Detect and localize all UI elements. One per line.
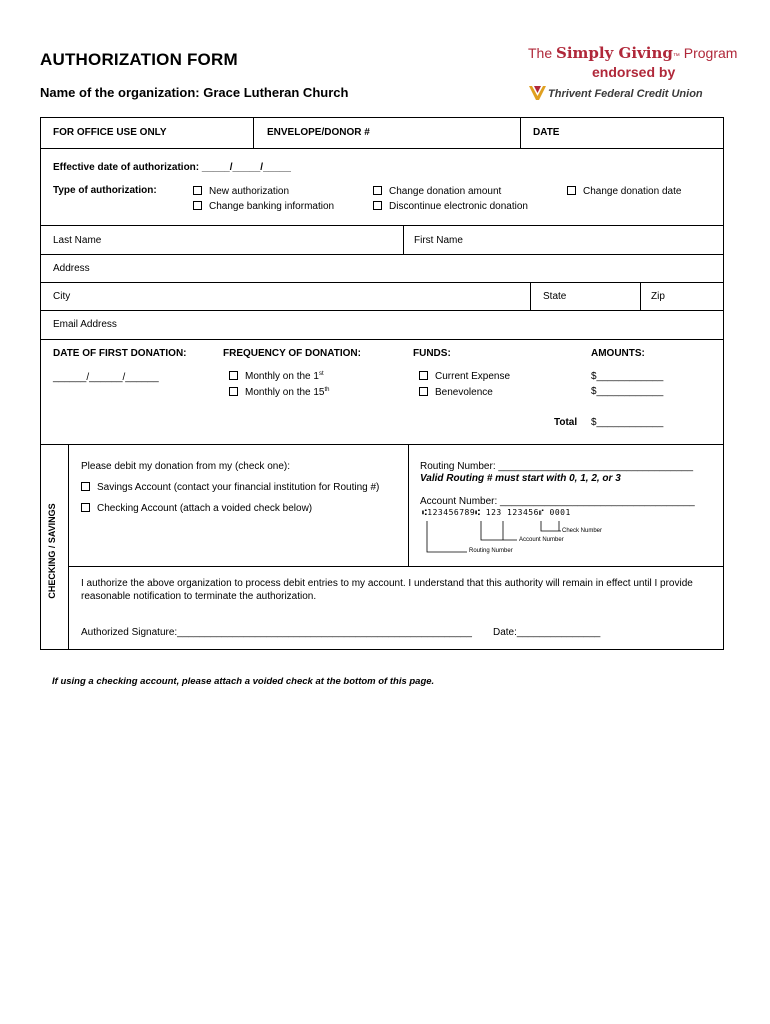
savings-account-option[interactable] (81, 482, 379, 493)
date-office-label: DATE (533, 127, 560, 138)
new-authorization-option[interactable] (193, 186, 289, 197)
checkbox-icon[interactable] (419, 387, 428, 396)
checking-savings-side-label: CHECKING / SAVINGS (47, 503, 57, 599)
option-label: Monthly on the 1 (245, 371, 319, 382)
check-number-caption: Check Number (562, 528, 603, 534)
account-number-caption: Account Number (519, 537, 564, 543)
amount-field-1[interactable]: $____________ (591, 371, 664, 382)
logo-line-2: endorsed by (592, 64, 676, 80)
checkbox-icon[interactable] (193, 201, 202, 210)
amounts-header: AMOUNTS: (591, 348, 645, 359)
option-label: New authorization (209, 186, 290, 197)
organization-name: Name of the organization: Grace Lutheran Church (40, 85, 349, 100)
option-label: Change donation amount (389, 186, 502, 197)
change-banking-option[interactable] (193, 201, 334, 212)
check-diagram (421, 518, 611, 554)
option-label: Monthly on the 15 (245, 387, 325, 398)
option-label: Change donation date (583, 186, 682, 197)
checkbox-icon[interactable] (373, 186, 382, 195)
frequency-header: FREQUENCY OF DONATION: (223, 348, 361, 359)
account-number-field[interactable]: Account Number: ___________________________________ (420, 496, 695, 507)
option-label: Benevolence (435, 387, 493, 398)
funds-header: FUNDS: (413, 348, 451, 359)
checkbox-icon[interactable] (373, 201, 382, 210)
change-date-option[interactable] (567, 186, 681, 197)
thrivent-logo-icon (528, 84, 548, 102)
type-of-authorization-label: Type of authorization: (53, 185, 157, 196)
monthly-1st-option[interactable] (229, 371, 324, 382)
page-title: AUTHORIZATION FORM (40, 50, 238, 69)
logo-suffix: Program (683, 45, 738, 61)
option-label: Change banking information (209, 201, 335, 212)
checkbox-icon[interactable] (567, 186, 576, 195)
checkbox-icon[interactable] (229, 371, 238, 380)
total-field[interactable]: $____________ (591, 417, 664, 428)
checkbox-icon[interactable] (193, 186, 202, 195)
checkbox-icon[interactable] (419, 371, 428, 380)
option-label: Savings Account (contact your financial institution for Routing #) (97, 482, 380, 493)
checkbox-icon[interactable] (81, 503, 90, 512)
first-donation-header: DATE OF FIRST DONATION: (53, 348, 187, 359)
checkbox-icon[interactable] (81, 482, 90, 491)
effective-date-field[interactable]: Effective date of authorization: _____/_____/_____ (53, 162, 291, 173)
micr-line-sample: ⑆123456789⑆ 123 123456⑈ 0001 (422, 508, 571, 517)
option-label: Current Expense (435, 371, 511, 382)
authorization-form-box (40, 117, 724, 650)
discontinue-option[interactable] (373, 201, 528, 212)
authorization-consent: I authorize the above organization to process debit entries to my account. I understand that this authority will remain in effect until I provide (81, 578, 693, 589)
last-name-field[interactable]: Last Name (53, 235, 102, 246)
authorization-consent-line2: reasonable notification to terminate the authorization. (81, 591, 317, 602)
debit-prompt: Please debit my donation from my (check one): (81, 461, 290, 472)
address-field[interactable]: Address (53, 263, 90, 274)
signature-field[interactable]: Authorized Signature:_____________________________________________________ (81, 627, 472, 638)
option-label: Checking Account (attach a voided check below) (97, 503, 313, 514)
monthly-15th-option[interactable] (229, 387, 330, 398)
logo-line-1: The Simply Giving™ Program (528, 44, 738, 62)
checking-account-option[interactable] (81, 503, 312, 514)
total-label: Total (554, 417, 578, 428)
fund-benevolence[interactable] (419, 387, 493, 398)
amount-field-2[interactable]: $____________ (591, 386, 664, 397)
ordinal-suffix: th (324, 387, 330, 393)
state-field[interactable]: State (543, 291, 567, 302)
email-field[interactable]: Email Address (53, 319, 117, 330)
routing-number-caption: Routing Number (469, 548, 513, 554)
voided-check-note: If using a checking account, please attach a voided check at the bottom of this page. (52, 676, 435, 687)
logo-prefix: The (528, 45, 553, 61)
routing-note: Valid Routing # must start with 0, 1, 2, or 3 (420, 473, 621, 484)
signature-date-field[interactable]: Date:_______________ (493, 627, 601, 638)
logo-line-3: Thrivent Federal Credit Union (548, 88, 703, 100)
zip-field[interactable]: Zip (651, 291, 665, 302)
simply-giving-logo (528, 44, 738, 106)
change-amount-option[interactable] (373, 186, 501, 197)
envelope-donor-label: ENVELOPE/DONOR # (267, 127, 370, 138)
checkbox-icon[interactable] (229, 387, 238, 396)
fund-current-expense[interactable] (419, 371, 510, 382)
option-label: Discontinue electronic donation (389, 201, 528, 212)
ordinal-suffix: st (318, 371, 324, 377)
logo-brand: Simply Giving (556, 44, 673, 62)
city-field[interactable]: City (53, 291, 71, 302)
office-use-label: FOR OFFICE USE ONLY (53, 127, 167, 138)
first-name-field[interactable]: First Name (414, 235, 463, 246)
first-donation-date-field[interactable]: ______/______/______ (53, 372, 159, 383)
routing-number-field[interactable]: Routing Number: ___________________________________ (420, 461, 694, 472)
